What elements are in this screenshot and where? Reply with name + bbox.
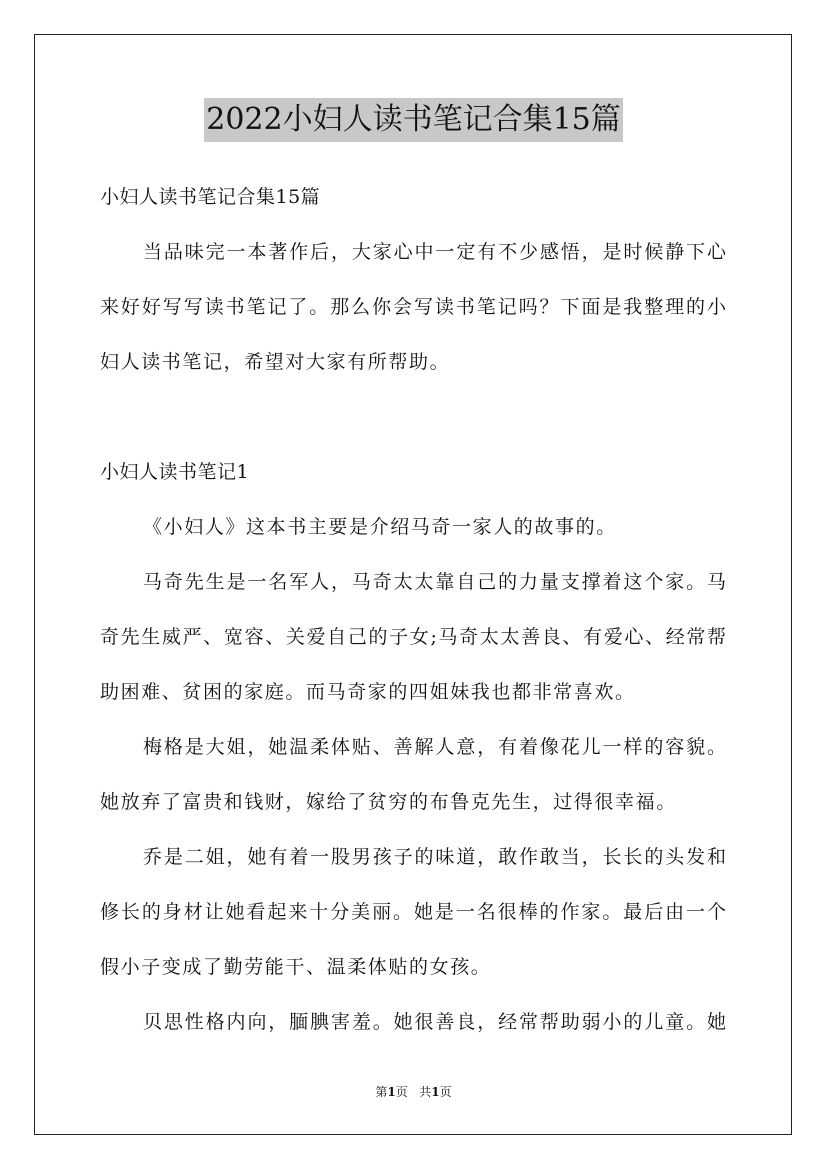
paragraph-line: 来好好写写读书笔记了。那么你会写读书笔记吗？下面是我整理的小 <box>100 296 726 318</box>
paragraph-line: 贝思性格内向，腼腆害羞。她很善良，经常帮助弱小的儿童。她 <box>143 1011 726 1033</box>
intro-heading: 小妇人读书笔记合集15篇 <box>100 186 321 208</box>
paragraph-line: 乔是二姐，她有着一股男孩子的味道，敢作敢当，长长的头发和 <box>143 846 726 868</box>
paragraph-line: 马奇先生是一名军人，马奇太太靠自己的力量支撑着这个家。马 <box>143 571 726 593</box>
page-number: 1 <box>387 1085 396 1099</box>
page-footer <box>0 1083 827 1100</box>
total-prefix: 共 <box>419 1085 432 1099</box>
total-pages: 1 <box>431 1085 440 1099</box>
total-suffix: 页 <box>439 1085 452 1099</box>
paragraph-line: 当品味完一本著作后，大家心中一定有不少感悟，是时候静下心 <box>143 241 726 263</box>
paragraph-line: 妇人读书笔记，希望对大家有所帮助。 <box>100 351 451 373</box>
document-body <box>100 170 726 1050</box>
paragraph-line: 梅格是大姐，她温柔体贴、善解人意，有着像花儿一样的容貌。 <box>143 736 726 758</box>
paragraph-gap <box>100 390 726 445</box>
paragraph-line: 《小妇人》这本书主要是介绍马奇一家人的故事的。 <box>143 516 617 538</box>
paragraph-line: 奇先生威严、宽容、关爱自己的子女;马奇太太善良、有爱心、经常帮 <box>100 626 726 648</box>
paragraph-line: 助困难、贫困的家庭。而马奇家的四姐妹我也都非常喜欢。 <box>100 681 636 703</box>
section-heading: 小妇人读书笔记1 <box>100 461 250 483</box>
page-prefix: 第 <box>375 1085 388 1099</box>
paragraph-line: 她放弃了富贵和钱财，嫁给了贫穷的布鲁克先生，过得很幸福。 <box>100 791 677 813</box>
page-suffix: 页 <box>395 1085 408 1099</box>
paragraph-line: 修长的身材让她看起来十分美丽。她是一名很棒的作家。最后由一个 <box>100 901 726 923</box>
paragraph-line: 假小子变成了勤劳能干、温柔体贴的女孩。 <box>100 956 492 978</box>
document-title: 2022小妇人读书笔记合集15篇 <box>204 98 623 142</box>
title-container <box>0 98 827 142</box>
